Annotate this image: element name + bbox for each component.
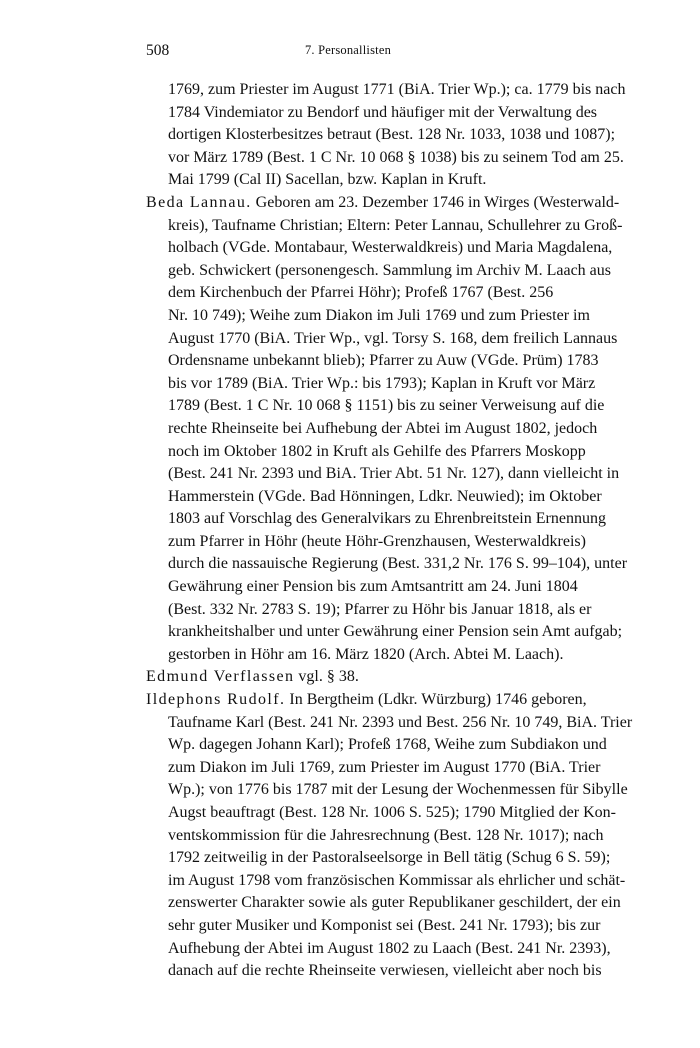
text-line: Augst beauftragt (Best. 128 Nr. 1006 S. 525); 1790 Mitglied der Kon- — [168, 804, 616, 821]
text-line: im August 1798 vom französischen Kommissar als ehrlicher und schät- — [168, 871, 626, 889]
text-line: noch im Oktober 1802 in Kruft als Gehilfe des Pfarrers Moskopp — [168, 442, 586, 460]
text-line: August 1770 (BiA. Trier Wp., vgl. Torsy S. 168, dem freilich Lannaus — [168, 329, 618, 347]
text-line: Wp. dagegen Johann Karl); Profeß 1768, Weihe zum Subdiakon und — [168, 736, 607, 754]
page-number: 508 — [146, 42, 170, 59]
text-line: geb. Schwickert (personengesch. Sammlung im Archiv M. Laach aus — [168, 261, 611, 279]
entry-first-line-text: In Bergtheim (Ldkr. Würzburg) 1746 geboren, — [289, 691, 587, 709]
entry-first-line-text: vgl. § 38. — [298, 668, 359, 686]
entry-edmund-verflassen — [146, 666, 550, 689]
text-line: bis vor 1789 (BiA. Trier Wp.: bis 1793); Kaplan in Kruft vor März — [168, 374, 596, 392]
text-line: Wp.); von 1776 bis 1787 mit der Lesung der Wochenmessen für Sibylle — [168, 781, 628, 799]
text-line: danach auf die rechte Rheinseite verwiesen, vielleicht aber noch bis — [168, 962, 602, 980]
text-line: Gewährung einer Pension bis zum Amtsantritt am 24. Juni 1804 — [168, 578, 578, 596]
text-line: (Best. 241 Nr. 2393 und BiA. Trier Abt. 51 Nr. 127), dann vielleicht in — [168, 465, 620, 483]
text-line: 1792 zeitweilig in der Pastoralseelsorge in Bell tätig (Schug 6 S. 59); — [168, 849, 611, 867]
entry-first-line — [146, 666, 550, 689]
text-line: durch die nassauische Regierung (Best. 331,2 Nr. 176 S. 99–104), unter — [168, 555, 628, 573]
text-line: 1789 (Best. 1 C Nr. 10 068 § 1151) bis zu seiner Verweisung auf die — [168, 397, 605, 415]
text-line: zenswerter Charakter sowie als guter Republikaner geschildert, der ein — [168, 894, 621, 912]
text-line: Aufhebung der Abtei im August 1802 zu Laach (Best. 241 Nr. 2393), — [168, 939, 611, 957]
text-line: rechte Rheinseite bei Aufhebung der Abtei im August 1802, jedoch — [168, 419, 598, 437]
running-title: 7. Personallisten — [304, 43, 392, 57]
text-line: zum Pfarrer in Höhr (heute Höhr-Grenzhausen, Westerwaldkreis) — [168, 532, 586, 550]
text-line: kreis), Taufname Christian; Eltern: Peter Lannau, Schullehrer zu Groß- — [168, 216, 623, 234]
text-line: (Best. 332 Nr. 2783 S. 19); Pfarrer zu Höhr bis Januar 1818, als er — [168, 600, 592, 618]
text-line: 1769, zum Priester im August 1771 (BiA. Trier Wp.); ca. 1779 bis nach — [168, 81, 626, 98]
body-text — [146, 79, 633, 983]
text-line: Taufname Karl (Best. 241 Nr. 2393 und Best. 256 Nr. 10 749, BiA. Trier — [168, 713, 633, 731]
text-line: holbach (VGde. Montabaur, Westerwaldkreis) und Maria Magdalena, — [168, 239, 613, 257]
text-line: Nr. 10 749); Weihe zum Diakon im Juli 1769 und zum Priester im — [168, 306, 590, 324]
entry-ildephons-rudolf — [146, 689, 633, 983]
text-line: Hammerstein (VGde. Bad Hönningen, Ldkr. Neuwied); im Oktober — [168, 487, 602, 505]
text-line: dortigen Klosterbesitzes betraut (Best. 128 Nr. 1033, 1038 und 1087); — [168, 126, 616, 144]
page-header — [146, 42, 550, 64]
text-line: ventskommission für die Jahresrechnung (Best. 128 Nr. 1017); nach — [168, 826, 604, 844]
person-name: Beda Lannau. — [146, 193, 252, 211]
text-line: krankheitshalber und unter Gewährung einer Pension sein Amt aufgab; — [168, 623, 623, 641]
entry-first-line — [146, 192, 620, 215]
person-name: Edmund Verflassen — [146, 668, 295, 686]
text-line: 1784 Vindemiator zu Bendorf und häufiger mit der Verwaltung des — [168, 103, 598, 121]
text-line: Ordensname unbekannt blieb); Pfarrer zu Auw (VGde. Prüm) 1783 — [168, 352, 599, 370]
person-name: Ildephons Rudolf. — [146, 691, 286, 709]
entry-beda-lannau — [146, 192, 628, 666]
text-line: gestorben in Höhr am 16. März 1820 (Arch. Abtei M. Laach). — [168, 645, 564, 663]
text-line: dem Kirchenbuch der Pfarrei Höhr); Profeß 1767 (Best. 256 — [168, 284, 554, 302]
entry-continuation — [146, 79, 626, 192]
text-line: sehr guter Musiker und Komponist sei (Best. 241 Nr. 1793); bis zur — [168, 916, 601, 934]
text-line: vor März 1789 (Best. 1 C Nr. 10 068 § 1038) bis zu seinem Tod am 25. — [168, 148, 624, 166]
text-line: 1803 auf Vorschlag des Generalvikars zu Ehrenbreitstein Ernennung — [168, 510, 606, 528]
entry-first-line-text: Geboren am 23. Dezember 1746 in Wirges (Westerwald- — [255, 193, 620, 211]
entry-first-line — [146, 689, 587, 712]
text-line: zum Diakon im Juli 1769, zum Priester im August 1770 (BiA. Trier — [168, 758, 601, 776]
text-line: Mai 1799 (Cal II) Sacellan, bzw. Kaplan in Kruft. — [168, 171, 487, 189]
